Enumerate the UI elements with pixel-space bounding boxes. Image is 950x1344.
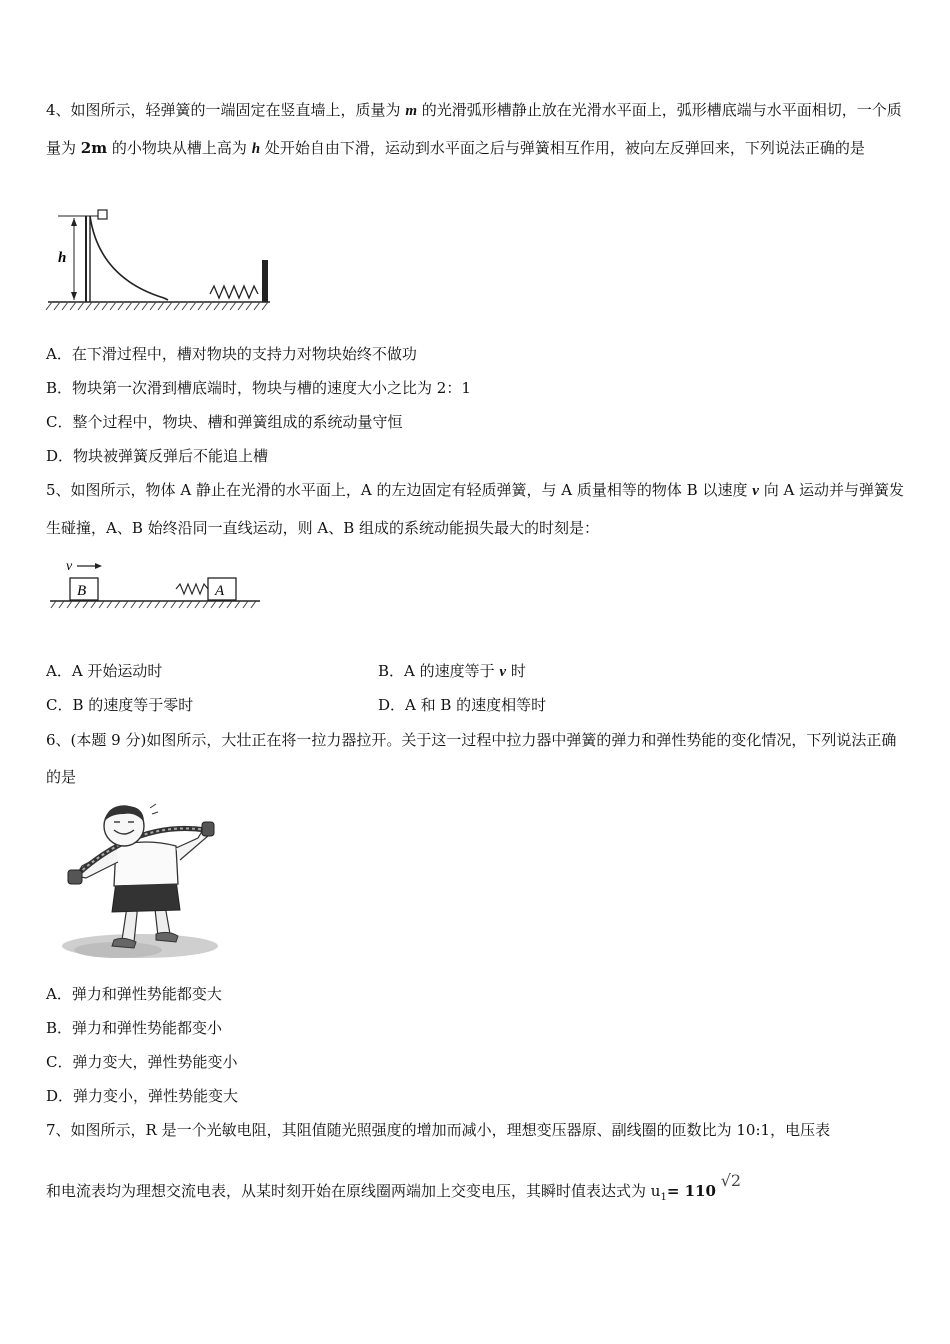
q5-option-a[interactable]: A．A 开始运动时 xyxy=(46,662,163,680)
q5-option-b[interactable]: B．A 的速度等于 v 时 xyxy=(378,662,526,680)
question-7-stem-line2: 和电流表均为理想交流电表，从某时刻开始在原线圈两端加上交变电压，其瞬时值表达式为 $u_1= 110$ √2 xyxy=(46,1171,742,1203)
question-4-stem: 4、如图所示，轻弹簧的一端固定在竖直墙上，质量为 m 的光滑弧形槽静止放在光滑水平面上，弧形槽底端与水平面相切，一个质量为 2m 的小物块从槽上高为 h 处开始自由下滑，运动到水平面之后与弹簧相互作用，被向左反弹回来，下列说法正确的是 xyxy=(46,101,902,157)
question-6 xyxy=(46,722,908,796)
question-4 xyxy=(46,92,908,168)
figure-v-label: v xyxy=(66,559,73,574)
figure-B-label: B xyxy=(77,583,87,599)
question-5-stem: 5、如图所示，物体 A 静止在光滑的水平面上，A 的左边固定有轻质弹簧，与 A 质量相等的物体 B 以速度 v 向 A 运动并与弹簧发生碰撞，A、B 始终沿同一直线运动，则 A、B 组成的系统动能损失最大的时刻是： xyxy=(46,481,905,537)
q4-option-c[interactable]: C．整个过程中，物块、槽和弹簧组成的系统动量守恒 xyxy=(46,413,403,431)
q6-option-d[interactable]: D．弹力变小，弹性势能变大 xyxy=(46,1087,239,1105)
question-7-stem-line1: 7、如图所示，R 是一个光敏电阻，其阻值随光照强度的增加而减小，理想变压器原、副线圈的匝数比为 10:1，电压表 xyxy=(46,1121,831,1139)
q5-option-d[interactable]: D．A 和 B 的速度相等时 xyxy=(378,696,547,714)
figure-boy-chest-expander xyxy=(58,800,224,960)
q5-option-c[interactable]: C．B 的速度等于零时 xyxy=(46,696,194,714)
question-7 xyxy=(46,1112,908,1149)
figure-slope-spring xyxy=(44,206,280,318)
q4-option-d[interactable]: D．物块被弹簧反弹后不能追上槽 xyxy=(46,447,269,465)
q4-option-a[interactable]: A．在下滑过程中，槽对物块的支持力对物块始终不做功 xyxy=(46,345,417,363)
sqrt-two-symbol: √2 xyxy=(720,1171,742,1190)
q6-option-a[interactable]: A．弹力和弹性势能都变大 xyxy=(46,985,222,1003)
figure-h-label: h xyxy=(58,250,67,266)
question-7-line2 xyxy=(46,1172,908,1216)
figure-collision xyxy=(46,556,266,616)
q6-option-c[interactable]: C．弹力变大，弹性势能变小 xyxy=(46,1053,238,1071)
figure-A-label: A xyxy=(215,583,225,599)
q4-option-b[interactable]: B．物块第一次滑到槽底端时，物块与槽的速度大小之比为 2：1 xyxy=(46,379,471,397)
question-5 xyxy=(46,472,908,547)
question-6-stem: 6、(本题 9 分)如图所示，大壮正在将一拉力器拉开。关于这一过程中拉力器中弹簧的弹力和弹性势能的变化情况，下列说法正确的是 xyxy=(46,731,897,786)
q6-option-b[interactable]: B．弹力和弹性势能都变小 xyxy=(46,1019,223,1037)
